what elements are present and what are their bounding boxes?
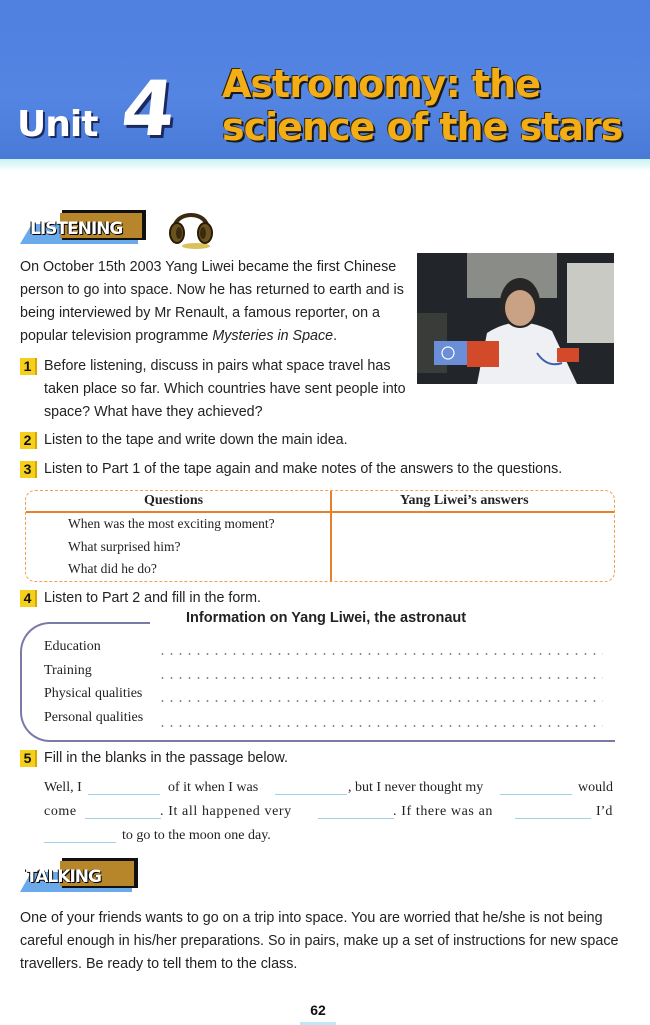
task-1-text: Before listening, discuss in pairs what space travel has taken place so far. Which countries have sent people into space? What have they achieved? [44, 358, 406, 420]
blank-6[interactable] [515, 818, 591, 819]
astronaut-photo [417, 253, 614, 384]
header-answers: Yang Liwei’s answers [400, 493, 529, 508]
headphones-icon [166, 204, 216, 250]
task-3-text: Listen to Part 1 of the tape again and make notes of the answers to the questions. [44, 461, 563, 477]
page-number: 62 [300, 1000, 336, 1025]
questions-table [25, 490, 615, 582]
unit-title-line-2: science of the stars [222, 105, 623, 149]
passage-text: would [578, 780, 613, 795]
task-number-badge: 4 [20, 590, 37, 607]
answer-line-physical[interactable] [158, 700, 603, 702]
table-row: What surprised him? [68, 539, 181, 554]
task-2-text: Listen to the tape and write down the main idea. [44, 432, 348, 448]
intro-paragraph [20, 256, 410, 348]
passage-text: I’d [596, 804, 613, 819]
unit-label: Unit [17, 104, 98, 145]
blank-1[interactable] [88, 794, 160, 795]
form-label-education: Education [44, 639, 101, 654]
answer-line-education[interactable] [158, 653, 603, 655]
task-number-badge: 2 [20, 432, 37, 449]
task-number-badge: 5 [20, 750, 37, 767]
form-label-physical: Physical qualities [44, 686, 143, 701]
listening-label: LISTENING [30, 219, 123, 239]
blank-5[interactable] [318, 818, 394, 819]
answer-line-training[interactable] [158, 677, 603, 679]
talking-section-badge [20, 858, 150, 892]
task-4 [20, 587, 620, 610]
task-number-badge: 1 [20, 358, 37, 375]
table-row: What did he do? [68, 561, 157, 576]
form-label-personal: Personal qualities [44, 710, 144, 725]
passage-text: of it when I was [168, 780, 259, 795]
blank-7[interactable] [44, 842, 116, 843]
unit-number: 4 [117, 64, 180, 153]
talking-label: TALKING [26, 867, 101, 887]
passage-text: . It all happened very [160, 804, 292, 819]
listening-section-badge [20, 210, 150, 244]
unit-title-line-1: Astronomy: the [222, 62, 540, 106]
passage-text: . If there was an [393, 804, 493, 819]
blank-3[interactable] [500, 794, 572, 795]
passage-text: Well, I [44, 780, 82, 795]
answer-line-personal[interactable] [158, 725, 603, 727]
task-4-text: Listen to Part 2 and fill in the form. [44, 590, 261, 606]
passage-text: , but I never thought my [348, 780, 484, 795]
task-2 [20, 429, 620, 452]
task-1 [20, 355, 410, 424]
table-row: When was the most exciting moment? [68, 516, 275, 531]
banner-fade [0, 159, 650, 171]
intro-text: On October 15th 2003 Yang Liwei became the first Chinese person to go into space. Now he has returned to earth and is being interviewed by Mr Renault, a famous reporter, on a popular television programme [20, 259, 404, 344]
blank-4[interactable] [85, 818, 161, 819]
header-questions: Questions [144, 493, 204, 508]
task-5 [20, 747, 620, 770]
form-label-training: Training [44, 663, 92, 678]
passage-text: come [44, 804, 77, 819]
column-divider [330, 491, 332, 581]
passage-text: to go to the moon one day. [122, 828, 271, 843]
task-5-text: Fill in the blanks in the passage below. [44, 750, 288, 766]
programme-title: Mysteries in Space [212, 328, 334, 344]
blank-2[interactable] [275, 794, 347, 795]
info-form-title: Information on Yang Liwei, the astronaut [186, 610, 467, 626]
intro-text-end: . [333, 328, 338, 344]
task-number-badge: 3 [20, 461, 37, 478]
talking-paragraph: One of your friends wants to go on a trip into space. You are worried that he/she is not being careful enough in his/her preparations. So in pairs, make up a set of instructions for new space travellers. Be ready to tell them to the class. [20, 910, 619, 972]
task-3 [20, 458, 640, 481]
